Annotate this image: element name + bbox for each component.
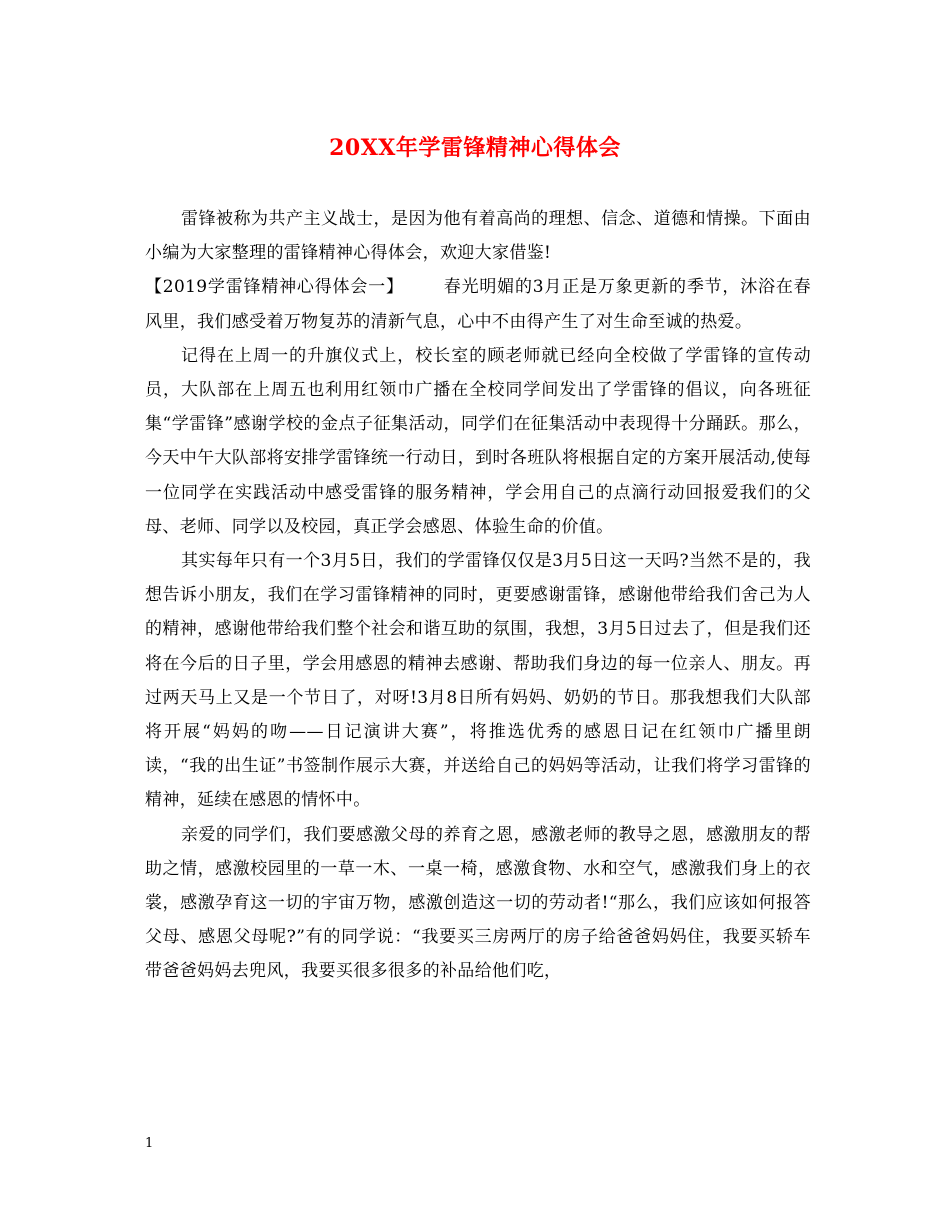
intro-paragraph: 雷锋被称为共产主义战士，是因为他有着高尚的理想、信念、道德和情操。下面由小编为大家整理的雷锋精神心得体会，欢迎大家借鉴! xyxy=(145,209,811,264)
section-one-heading: 【2019学雷锋精神心得体会一】 xyxy=(145,277,404,298)
body-paragraph-gratitude: 亲爱的同学们，我们要感激父母的养育之恩，感激老师的教导之恩，感激朋友的帮助之情，感激校园里的一草一木、一桌一椅，感激食物、水和空气，感激我们身上的衣裳，感激孕育这一切的宇宙万物，感激创造这一切的劳动者!“那么，我们应该如何报答父母、感恩父母呢?”有的同学说：“我要买三房两厅的房子给爸爸妈妈住，我要买轿车带爸爸妈妈去兜风，我要买很多很多的补品给他们吃， xyxy=(145,824,811,982)
section-one-paragraph xyxy=(145,270,811,338)
document-body xyxy=(145,202,811,989)
document-title: 20XX年学雷锋精神心得体会 xyxy=(329,135,621,161)
section-one-text: 春光明媚的3月正是万象更新的季节，沐浴在春风里，我们感受着万物复苏的清新气息，心中不由得产生了对生命至诚的热爱。 xyxy=(145,277,811,332)
body-paragraph-march-fifth: 其实每年只有一个3月5日，我们的学雷锋仅仅是3月5日这一天吗?当然不是的，我想告诉小朋友，我们在学习雷锋精神的同时，更要感谢雷锋，感谢他带给我们舍己为人的精神，感谢他带给我们整个社会和谐互助的氛围，我想，3月5日过去了，但是我们还将在今后的日子里，学会用感恩的精神去感谢、帮助我们身边的每一位亲人、朋友。再过两天马上又是一个节日了，对呀!3月8日所有妈妈、奶奶的节日。那我想我们大队部将开展“妈妈的吻——日记演讲大赛”，将推选优秀的感恩日记在红领巾广播里朗读，“我的出生证”书签制作展示大赛，并送给自己的妈妈等活动，让我们将学习雷锋的精神，延续在感恩的情怀中。 xyxy=(145,551,811,811)
page-number: 1 xyxy=(145,1136,154,1151)
body-paragraph-flag-ceremony: 记得在上周一的升旗仪式上，校长室的顾老师就已经向全校做了学雷锋的宣传动员，大队部在上周五也利用红领巾广播在全校同学间发出了学雷锋的倡议，向各班征集“学雷锋”感谢学校的金点子征集活动，同学们在征集活动中表现得十分踊跃。那么，今天中午大队部将安排学雷锋统一行动日，到时各班队将根据自定的方案开展活动,使每一位同学在实践活动中感受雷锋的服务精神，学会用自己的点滴行动回报爱我们的父母、老师、同学以及校园，真正学会感恩、体验生命的价值。 xyxy=(145,345,811,537)
